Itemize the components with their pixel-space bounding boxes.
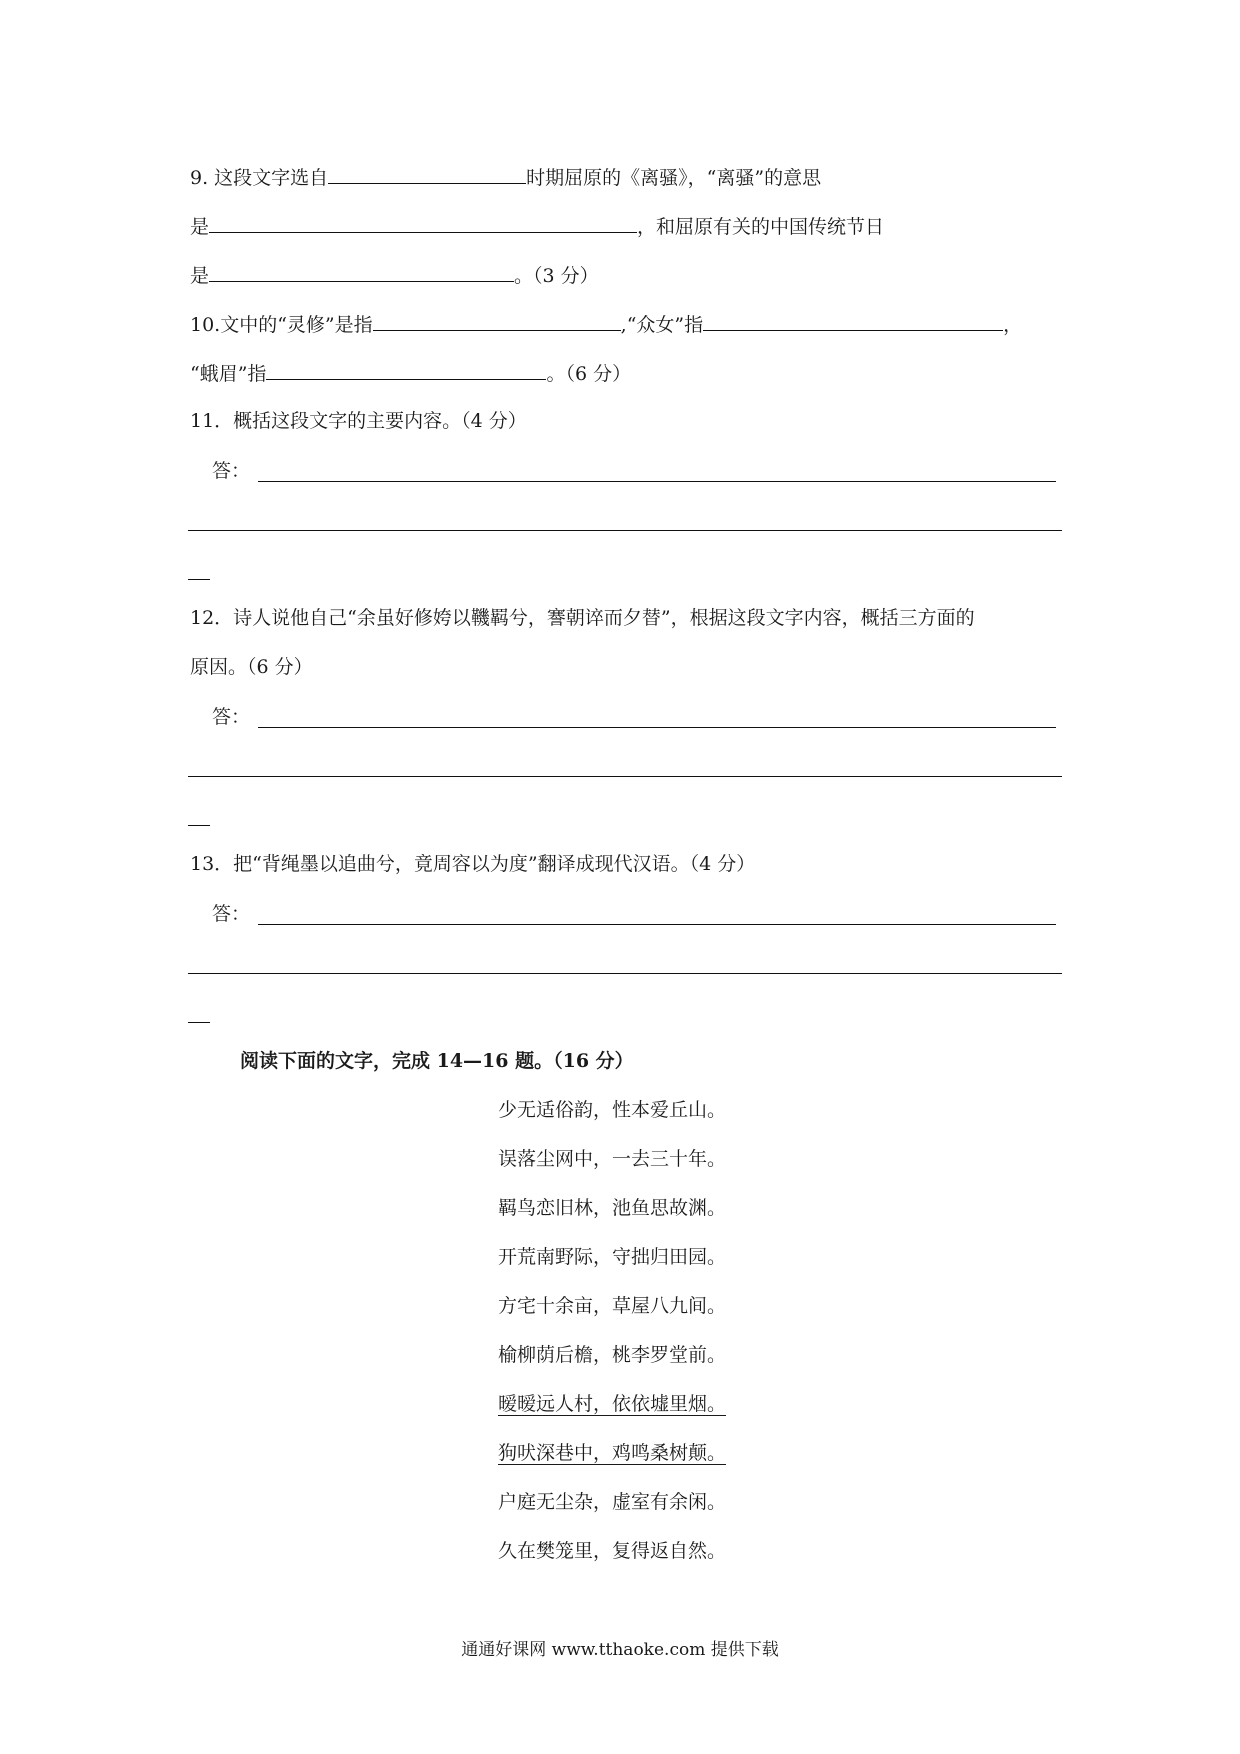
poem-line-underlined: 狗吠深巷中，鸡鸣桑树颠。 — [498, 1442, 727, 1464]
q12-prompt-line2: 原因。（6 分） — [190, 656, 313, 678]
poem-line: 少无适俗韵，性本爱丘山。 — [498, 1099, 727, 1121]
q9-text: 时期屈原的《离骚》，“离骚”的意思 — [526, 167, 822, 189]
q10-blank-emei[interactable] — [266, 359, 546, 380]
q10-blank-zhongnv[interactable] — [703, 310, 1003, 331]
q9-text: ，和屈原有关的中国传统节日 — [637, 216, 885, 238]
poem-line: 久在樊笼里，复得返自然。 — [498, 1540, 727, 1562]
q9-line1 — [190, 163, 821, 189]
q9-text: 是 — [190, 265, 210, 287]
q13-prompt: 13．把“背绳墨以追曲兮，竟周容以为度”翻译成现代汉语。（4 分） — [190, 853, 756, 875]
q12-answer-line[interactable] — [258, 727, 1056, 728]
poem-line: 误落尘网中，一去三十年。 — [498, 1148, 727, 1170]
q9-text: 9. 这段文字选自 — [190, 167, 329, 189]
q11-answer-dash — [188, 579, 210, 580]
q10-text: 10.文中的“灵修”是指 — [190, 314, 373, 336]
q11-answer-label: 答： — [212, 460, 251, 482]
q11-prompt: 11．概括这段文字的主要内容。（4 分） — [190, 410, 527, 432]
q12-answer-dash — [188, 825, 210, 826]
q11-answer-line[interactable] — [188, 530, 1062, 531]
q9-line3 — [190, 261, 599, 287]
q12-answer-label: 答： — [212, 706, 251, 728]
poem-line: 户庭无尘杂，虚室有余闲。 — [498, 1491, 727, 1513]
q9-text: 。（3 分） — [514, 265, 599, 287]
poem-line: 开荒南野际，守拙归田园。 — [498, 1246, 727, 1268]
q12-prompt-line1: 12．诗人说他自己“余虽好修姱以鞿羁兮，謇朝谇而夕替”，根据这段文字内容，概括三方面的 — [190, 607, 975, 629]
q13-answer-label: 答： — [212, 903, 251, 925]
q9-line2 — [190, 212, 884, 238]
q9-blank-period[interactable] — [328, 163, 526, 184]
page-footer: 通通好课网 www.tthaoke.com 提供下载 — [461, 1640, 779, 1660]
q10-text: “蛾眉”指 — [190, 363, 267, 385]
q9-blank-festival[interactable] — [209, 261, 514, 282]
poem-line: 榆柳荫后檐，桃李罗堂前。 — [498, 1344, 727, 1366]
q9-text: 是 — [190, 216, 210, 238]
q13-answer-line[interactable] — [258, 924, 1056, 925]
q10-line2 — [190, 359, 631, 385]
q10-text: 。（6 分） — [546, 363, 632, 385]
reading-heading: 阅读下面的文字，完成 14—16 题。（16 分） — [240, 1050, 634, 1072]
poem-line: 方宅十余亩，草屋八九间。 — [498, 1295, 727, 1317]
q10-blank-lingxiu[interactable] — [373, 310, 621, 331]
q11-answer-line[interactable] — [258, 481, 1056, 482]
q9-blank-meaning[interactable] — [209, 212, 637, 233]
poem-line: 羁鸟恋旧林，池鱼思故渊。 — [498, 1197, 727, 1219]
q12-answer-line[interactable] — [188, 776, 1062, 777]
q13-answer-dash — [188, 1022, 210, 1023]
q10-text: ， — [1003, 314, 1023, 336]
q10-line1 — [190, 310, 1022, 336]
q10-text: ,“众女”指 — [620, 314, 704, 336]
poem-line-underlined: 暧暧远人村，依依墟里烟。 — [498, 1393, 727, 1415]
q13-answer-line[interactable] — [188, 973, 1062, 974]
